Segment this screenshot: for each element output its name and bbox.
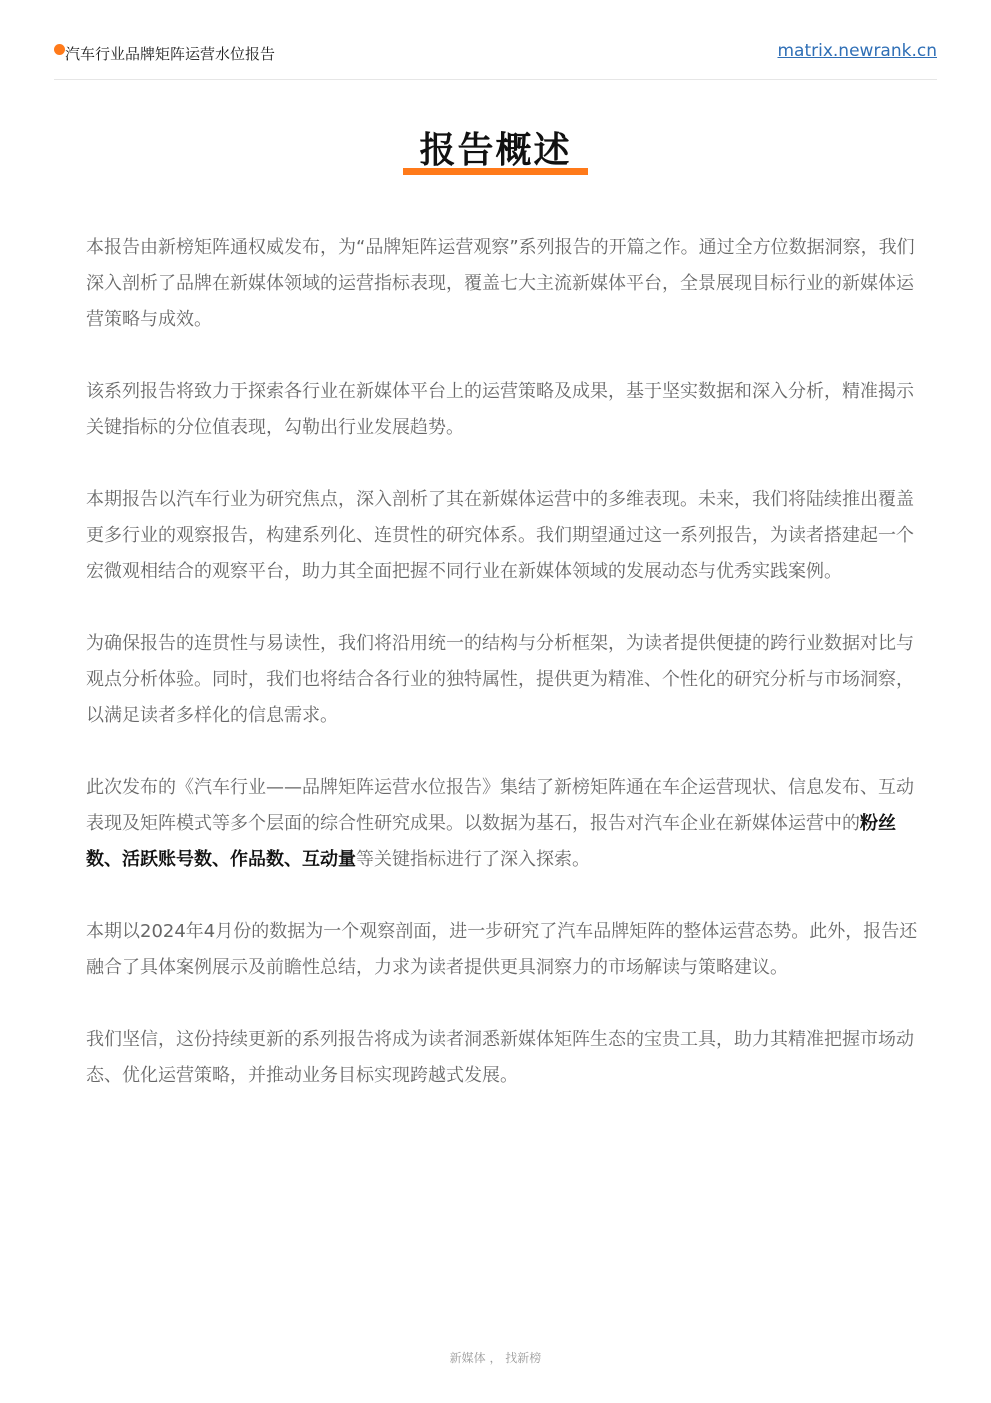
page-header — [54, 0, 937, 80]
bullet-dot-icon — [54, 44, 65, 55]
section-heading — [403, 126, 587, 176]
paragraph-5-tail: 等关键指标进行了深入探索。 — [356, 849, 590, 870]
website-link[interactable]: matrix.newrank.cn — [777, 41, 937, 61]
paragraph-4: 为确保报告的连贯性与易读性，我们将沿用统一的结构与分析框架，为读者提供便捷的跨行业数据对比与观点分析体验。同时，我们也将结合各行业的独特属性，提供更为精准、个性化的研究分析与市场洞察，以满足读者多样化的信息需求。 — [86, 633, 914, 726]
paragraph-3: 本期报告以汽车行业为研究焦点，深入剖析了其在新媒体运营中的多维表现。未来，我们将陆续推出覆盖更多行业的观察报告，构建系列化、连贯性的研究体系。我们期望通过这一系列报告，为读者搭建起一个宏微观相结合的观察平台，助力其全面把握不同行业在新媒体领域的发展动态与优秀实践案例。 — [86, 489, 914, 582]
section-heading-container — [0, 126, 991, 176]
paragraph-2: 该系列报告将致力于探索各行业在新媒体平台上的运营策略及成果，基于坚实数据和深入分析，精准揭示关键指标的分位值表现，勾勒出行业发展趋势。 — [86, 381, 914, 438]
section-heading-text: 报告概述 — [419, 130, 572, 171]
report-title: 汽车行业品牌矩阵运营水位报告 — [65, 45, 276, 63]
page-footer: 新媒体 ， 找新榜 — [449, 1351, 542, 1365]
paragraph-1: 本报告由新榜矩阵通权威发布，为“品牌矩阵运营观察”系列报告的开篇之作。通过全方位数据洞察，我们深入剖析了品牌在新媒体领域的运营指标表现，覆盖七大主流新媒体平台，全景展现目标行业的新媒体运营策略与成效。 — [86, 237, 915, 330]
paragraph-7: 我们坚信，这份持续更新的系列报告将成为读者洞悉新媒体矩阵生态的宝贵工具，助力其精准把握市场动态、优化运营策略，并推动业务目标实现跨越式发展。 — [86, 1029, 914, 1086]
paragraph-5 — [86, 770, 921, 878]
paragraph-6: 本期以2024年4月份的数据为一个观察剖面，进一步研究了汽车品牌矩阵的整体运营态势。此外，报告还融合了具体案例展示及前瞻性总结，力求为读者提供更具洞察力的市场解读与策略建议。 — [86, 921, 918, 978]
report-overview-body — [86, 230, 921, 1130]
key-metrics-highlight: 粉丝数、活跃账号数、作品数、互动量 — [86, 813, 896, 870]
paragraph-5-lead: 此次发布的《汽车行业——品牌矩阵运营水位报告》集结了新榜矩阵通在车企运营现状、信息发布、互动表现及矩阵模式等多个层面的综合性研究成果。以数据为基石，报告对汽车企业在新媒体运营中的 — [86, 777, 914, 834]
